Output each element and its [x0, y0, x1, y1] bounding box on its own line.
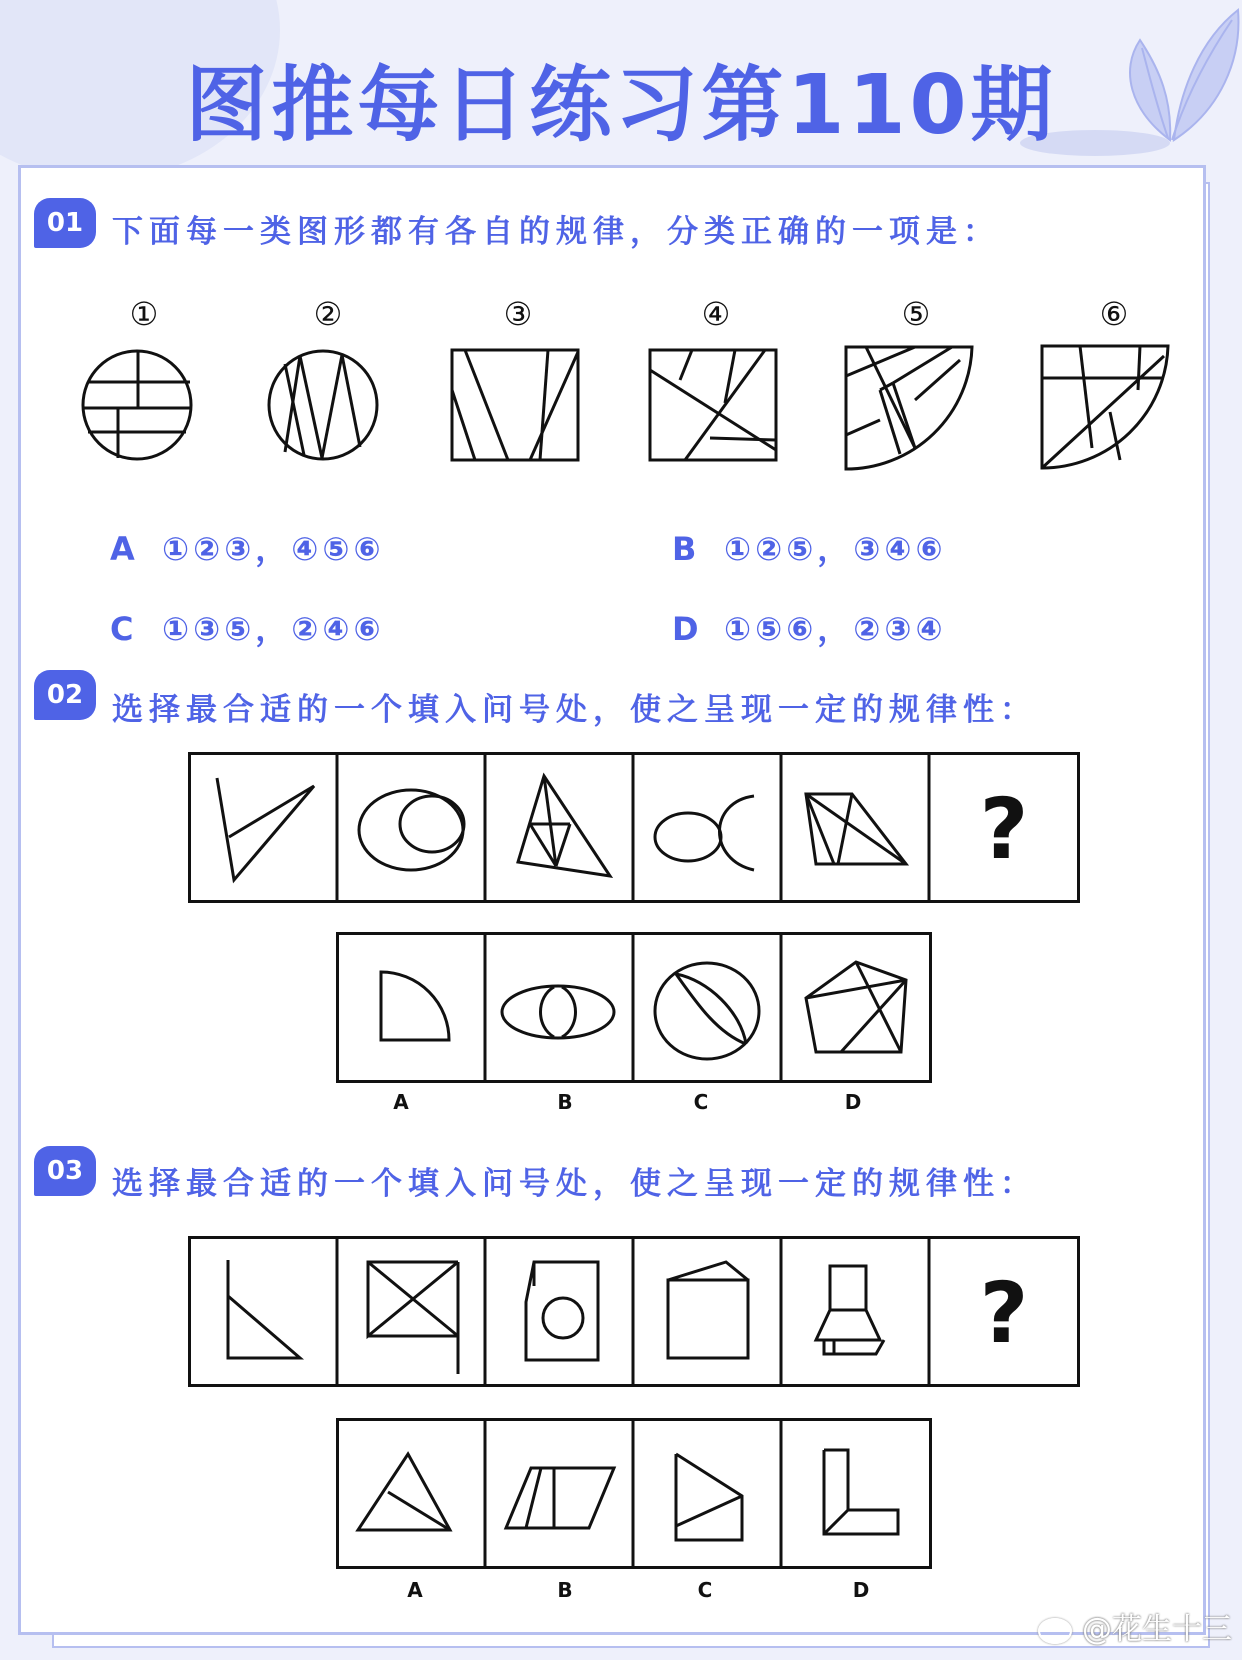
q3-answer-figure-c	[676, 1454, 742, 1540]
question-3-text: 选择最合适的一个填入问号处，使之呈现一定的规律性：	[112, 1166, 1037, 1202]
figure-label-2: ②	[313, 295, 343, 333]
q3-sequence-row	[188, 1236, 1080, 1388]
q3-answer-figure-a	[358, 1454, 450, 1530]
q3-sequence-figure-4	[668, 1262, 748, 1358]
question-2-text: 选择最合适的一个填入问号处，使之呈现一定的规律性：	[112, 692, 1037, 728]
figure-label-1: ①	[129, 295, 159, 333]
q1-option-c[interactable]: C ①③⑤，②④⑥	[110, 610, 385, 648]
figure-6	[1042, 346, 1168, 468]
q2-answer-label-a[interactable]: A	[393, 1090, 409, 1114]
watermark	[1038, 1604, 1232, 1648]
q3-answer-label-a[interactable]: A	[407, 1578, 423, 1602]
q2-answer-figure-d	[806, 962, 906, 1052]
q1-figures	[0, 280, 1242, 480]
q3-answer-label-b[interactable]: B	[557, 1578, 573, 1602]
q1-option-b[interactable]: B ①②⑤，③④⑥	[672, 530, 947, 568]
q1-option-d[interactable]: D ①⑤⑥，②③④	[672, 610, 947, 648]
q2-sequence-figure-4	[655, 796, 754, 870]
figure-4	[650, 350, 776, 460]
q3-answer-figure-d	[824, 1450, 898, 1534]
q2-sequence-row	[188, 752, 1080, 904]
figure-1	[83, 351, 191, 459]
question-1-badge: 01	[34, 198, 96, 248]
watermark-text: @花生十三	[1082, 1612, 1232, 1647]
figure-label-6: ⑥	[1099, 295, 1129, 333]
figure-2	[269, 351, 377, 459]
q2-answer-figure-b	[502, 986, 614, 1038]
q2-answer-figure-c	[655, 963, 759, 1059]
q2-answer-label-b[interactable]: B	[557, 1090, 573, 1114]
q3-answer-label-d[interactable]: D	[852, 1578, 870, 1602]
q2-answer-figure-a	[381, 972, 449, 1040]
q3-question-mark: ?	[979, 1264, 1029, 1362]
figure-5	[846, 347, 972, 469]
page-title: 图推每日练习第110期	[185, 58, 1057, 153]
q3-sequence-figure-5	[816, 1266, 884, 1354]
figure-label-4: ④	[701, 295, 731, 333]
q3-answer-figure-b	[506, 1468, 614, 1528]
question-2-badge: 02	[34, 670, 96, 720]
q2-answer-label-c[interactable]: C	[693, 1090, 709, 1114]
q2-answer-label-d[interactable]: D	[844, 1090, 862, 1114]
question-3-badge: 03	[34, 1146, 96, 1196]
q3-sequence-figure-3	[526, 1262, 598, 1360]
q3-answer-label-c[interactable]: C	[697, 1578, 713, 1602]
question-1-text: 下面每一类图形都有各自的规律，分类正确的一项是：	[112, 214, 1000, 250]
figure-label-3: ③	[503, 295, 533, 333]
q3-answer-row	[336, 1418, 932, 1570]
q2-sequence-figure-5	[806, 794, 906, 864]
q1-option-a[interactable]: A ①②③，④⑤⑥	[110, 530, 385, 568]
q2-sequence-figure-1	[217, 778, 314, 880]
q2-sequence-figure-3	[518, 776, 610, 876]
figure-label-5: ⑤	[901, 295, 931, 333]
weibo-icon	[1038, 1618, 1072, 1644]
q2-answer-row	[336, 932, 932, 1084]
q3-sequence-figure-1	[228, 1260, 300, 1358]
figure-3	[452, 350, 578, 460]
q2-question-mark: ?	[979, 780, 1029, 878]
q2-sequence-figure-2	[359, 790, 464, 870]
q3-sequence-figure-2	[368, 1262, 458, 1374]
